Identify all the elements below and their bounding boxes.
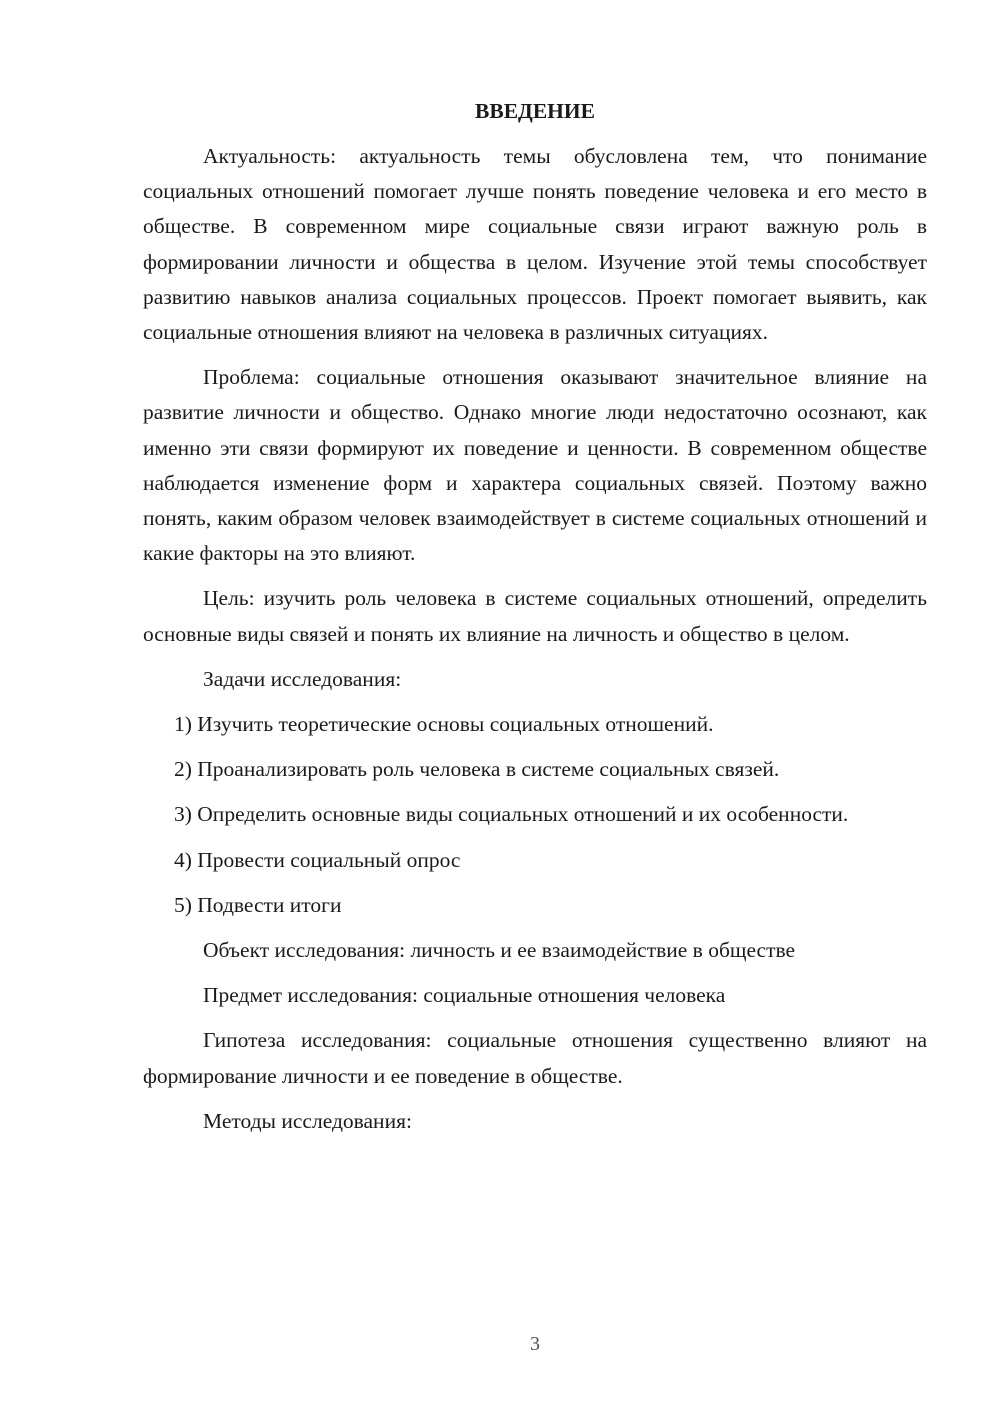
document-page [143, 94, 927, 1149]
relevance-paragraph: Актуальность: актуальность темы обусловлена тем, что понимание социальных отношений помогает лучше понять поведение человека и его место в обществе. В современном мире социальные связи играют важную роль в формировании личности и общества в целом. Изучение этой темы способствует развитию навыков анализа социальных процессов. Проект помогает выявить, как социальные отношения влияют на человека в различных ситуациях. [143, 144, 927, 345]
methods-heading: Методы исследования: [203, 1108, 412, 1133]
page-number: 3 [530, 1333, 540, 1355]
task-item-4: 4) Провести социальный опрос [174, 847, 461, 872]
hypothesis-paragraph: Гипотеза исследования: социальные отношения существенно влияют на формирование личности и ее поведение в обществе. [143, 1028, 927, 1088]
subject-paragraph: Предмет исследования: социальные отношения человека [203, 983, 726, 1008]
task-item-1: 1) Изучить теоретические основы социальных отношений. [174, 712, 714, 737]
section-heading: ВВЕДЕНИЕ [475, 99, 595, 123]
goal-paragraph: Цель: изучить роль человека в системе социальных отношений, определить основные виды связей и понять их влияние на личность и общество в целом. [143, 586, 927, 646]
task-item-3: 3) Определить основные виды социальных отношений и их особенности. [174, 802, 849, 827]
task-item-2: 2) Проанализировать роль человека в системе социальных связей. [174, 757, 780, 782]
tasks-heading: Задачи исследования: [203, 666, 402, 691]
object-paragraph: Объект исследования: личность и ее взаимодействие в обществе [203, 938, 796, 963]
problem-paragraph: Проблема: социальные отношения оказывают значительное влияние на развитие личности и общество. Однако многие люди недостаточно осознают, как именно эти связи формируют их поведение и ценности. В современном обществе наблюдается изменение форм и характера социальных связей. Поэтому важно понять, каким образом человек взаимодействует в системе социальных отношений и какие факторы на это влияют. [143, 365, 927, 566]
task-item-5: 5) Подвести итоги [174, 892, 342, 917]
